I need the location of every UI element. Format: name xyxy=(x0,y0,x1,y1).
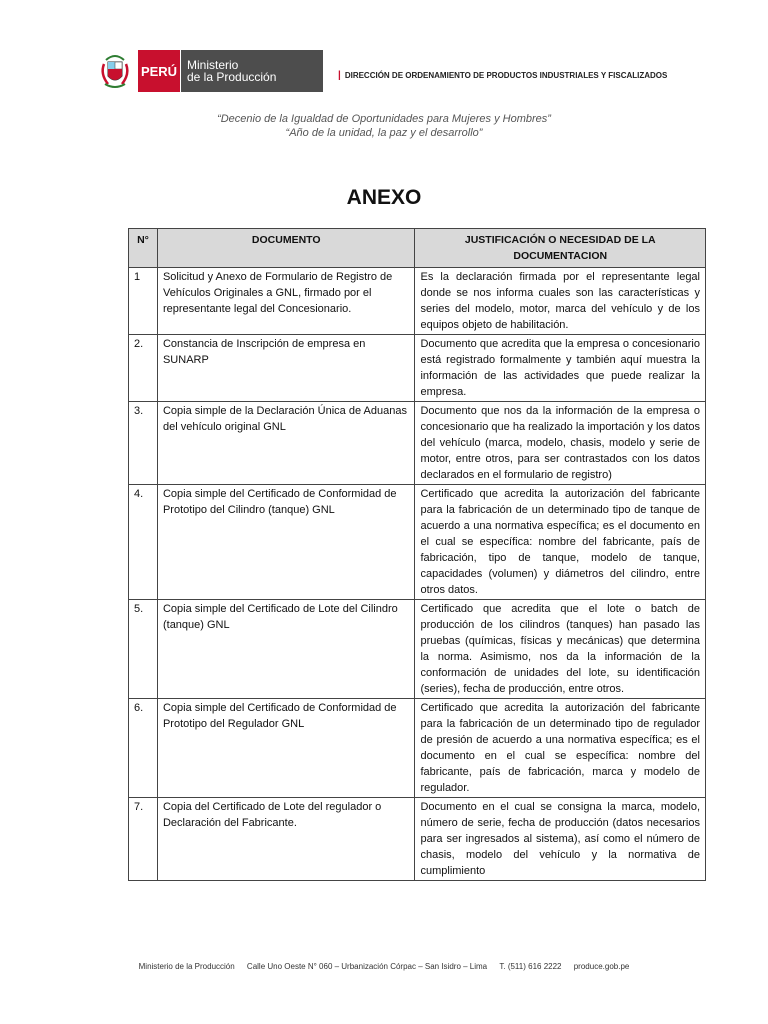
row-num: 2. xyxy=(129,335,158,402)
row-documento: Copia simple del Certificado de Lote del Cilindro (tanque) GNL xyxy=(157,600,415,699)
coat-of-arms-icon xyxy=(96,50,134,92)
row-num: 6. xyxy=(129,699,158,798)
row-justificacion: Documento que nos da la información de la empresa o concesionario que ha realizado la importación y los datos del vehículo (marca, modelo, chasis, modelo y serie de motor, entre otros, para ser contrastados con los datos declarados en el formulario de registro) xyxy=(415,402,706,485)
page-title: ANEXO xyxy=(346,186,422,209)
row-documento: Copia simple de la Declaración Única de Aduanas del vehículo original GNL xyxy=(157,402,415,485)
header-justificacion: JUSTIFICACIÓN O NECESIDAD DE LA DOCUMENTACION xyxy=(415,229,706,268)
row-num: 5. xyxy=(129,600,158,699)
page-footer xyxy=(0,962,768,971)
row-num: 7. xyxy=(129,798,158,881)
row-documento: Copia simple del Certificado de Conformidad de Prototipo del Regulador GNL xyxy=(157,699,415,798)
ministerio-label xyxy=(181,50,323,92)
row-justificacion: Documento en el cual se consigna la marca, modelo, número de serie, fecha de producción (datos necesarios para ser ingresados al sistema), así como el número de chasis, modelo del vehículo y la normativa de cumplimiento xyxy=(415,798,706,881)
row-documento: Copia simple del Certificado de Conformidad de Prototipo del Cilindro (tanque) GNL xyxy=(157,485,415,600)
row-justificacion: Certificado que acredita la autorización del fabricante para la fabricación de un determinado tipo de regulador de presión de acuerdo a una normativa específica; es el documento en el cual se específica: nombre del fabricante, país de fabricación, marca y modelo de regulador. xyxy=(415,699,706,798)
row-num: 4. xyxy=(129,485,158,600)
quote-line-2: “Año de la unidad, la paz y el desarrollo” xyxy=(285,127,483,139)
row-justificacion: Es la declaración firmada por el representante legal donde se nos informa cuales son las características y series del modelo, motor, marca del vehículo y de los equipos objeto de habilitación. xyxy=(415,268,706,335)
row-justificacion: Certificado que acredita que el lote o batch de producción de los cilindros (tanques) han pasado las pruebas (químicas, físicas y mecánicas) que determina la norma. Asimismo, nos da la información de la conformación de unidades del lote, su identificación (series), fecha de producción, entre otros. xyxy=(415,600,706,699)
decree-quotes xyxy=(0,112,768,140)
footer-address: Calle Uno Oeste N° 060 – Urbanización Córpac – San Isidro – Lima xyxy=(246,962,488,971)
row-num: 3. xyxy=(129,402,158,485)
table-row xyxy=(129,699,706,798)
row-justificacion: Documento que acredita que la empresa o concesionario está registrado formalmente y también aquí muestra la información de las actividades que puede realizar la empresa. xyxy=(415,335,706,402)
ministerio-line2: de la Producción xyxy=(187,70,277,84)
footer-org: Ministerio de la Producción xyxy=(138,962,235,971)
direccion-text: DIRECCIÓN DE ORDENAMIENTO DE PRODUCTOS INDUSTRIALES Y FISCALIZADOS xyxy=(344,71,668,80)
row-documento: Solicitud y Anexo de Formulario de Registro de Vehículos Originales a GNL, firmado por el representante legal del Concesionario. xyxy=(157,268,415,335)
table-row xyxy=(129,600,706,699)
row-justificacion: Certificado que acredita la autorización del fabricante para la fabricación de un determinado tipo de tanque de acuerdo a una normativa específica; es el documento en el cual se específica: nombre del fabricante, país de fabricación, tipo de tanque, modelo de tanque, capacidades (volumen) y diámetros del cilindro, entre otros datos. xyxy=(415,485,706,600)
header-num: N° xyxy=(129,229,158,268)
table-row xyxy=(129,335,706,402)
table-row xyxy=(129,798,706,881)
footer-web-link[interactable]: produce.gob.pe xyxy=(573,962,630,971)
table-header-row xyxy=(129,229,706,268)
peru-label: PERÚ xyxy=(138,50,181,92)
row-num: 1 xyxy=(129,268,158,335)
header-documento: DOCUMENTO xyxy=(157,229,415,268)
ministerio-line1: Ministerio xyxy=(187,58,239,72)
row-documento: Copia del Certificado de Lote del regulador o Declaración del Fabricante. xyxy=(157,798,415,881)
quote-line-1: “Decenio de la Igualdad de Oportunidades para Mujeres y Hombres” xyxy=(217,113,551,125)
table-row xyxy=(129,485,706,600)
footer-phone: T. (511) 616 2222 xyxy=(499,962,562,971)
header-logo xyxy=(96,50,323,92)
direccion-heading xyxy=(338,70,667,81)
table-row xyxy=(129,402,706,485)
row-documento: Constancia de Inscripción de empresa en SUNARP xyxy=(157,335,415,402)
table-row xyxy=(129,268,706,335)
anexo-table xyxy=(128,228,706,881)
red-divider: | xyxy=(338,70,341,81)
